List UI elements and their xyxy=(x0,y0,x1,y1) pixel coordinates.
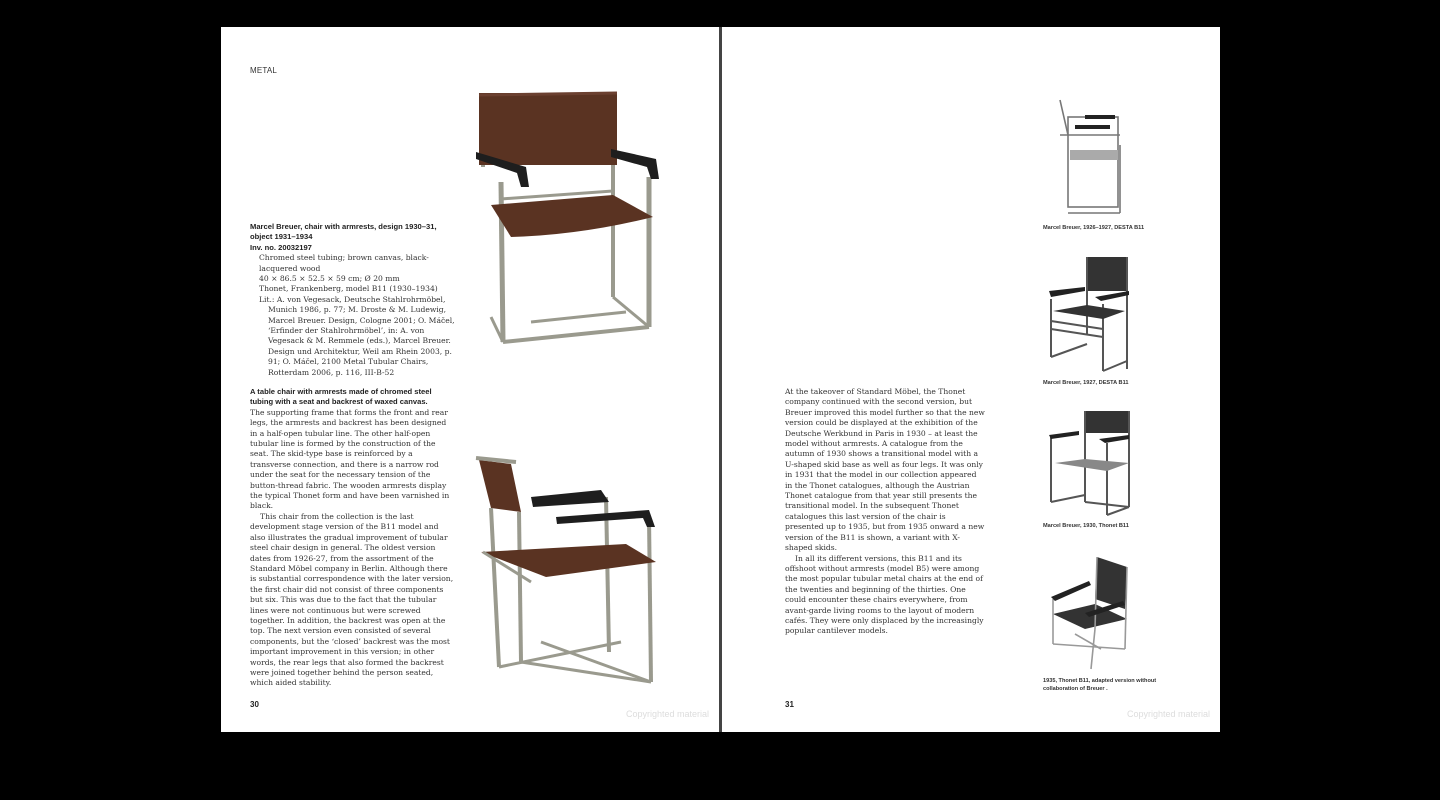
watermark: Copyrighted material xyxy=(626,709,710,719)
caption-manufacturer: Thonet, Frankenberg, model B11 (1930–1934) xyxy=(259,284,438,294)
caption-inventory-number: Inv. no. 20032197 xyxy=(250,242,312,252)
caption-title-line: object 1931–1934 xyxy=(250,232,313,242)
chair-photo-angle xyxy=(471,452,671,702)
figure-caption: 1935, Thonet B11, adapted version without collaboration of Breuer . xyxy=(1043,678,1157,692)
figure-chair-1927 xyxy=(1045,249,1135,377)
chair-photo-front xyxy=(471,87,671,352)
body-paragraph: In all its different versions, this B11 and its offshoot without armrests (model B5) were among the most popular tubular metal chairs at the end of the twenties and beginning of the thirties. One could encounter these chairs everywhere, from avant-garde living rooms to the layout of modern cafés. They were only displaced by the increasingly popular cantilever models. xyxy=(785,553,984,636)
page-number: 30 xyxy=(250,700,259,709)
page-number: 31 xyxy=(785,700,794,709)
body-paragraph: At the takeover of Standard Möbel, the Thonet company continued with the second version, but Breuer improved this model further so that the new version could be displayed at the exhibition of the Deutsche Werkbund in Paris in 1930 – at least the model without armrests. A catalogue from the autumn of 1930 shows a transitional model with a U-shaped skid base as well as four legs. It was only in 1931 that the model in our collection appeared in the Thonet catalogues, although the Austrian Thonet catalogue from that year still presents the transitional model. In the subsequent Thonet catalogues this last version of the chair is presented up to 1935, but from 1935 onward a new version of the B11 is shown, a variant with X-shaped skids. xyxy=(785,387,985,553)
watermark: Copyrighted material xyxy=(1127,709,1211,719)
right-page xyxy=(722,27,1220,732)
figure-chair-1935 xyxy=(1045,549,1140,674)
figure-caption: Marcel Breuer, 1927, DESTA B11 xyxy=(1043,380,1129,386)
left-body-text xyxy=(250,387,455,689)
figure-chair-1930 xyxy=(1045,407,1135,519)
caption-dimensions: 40 × 86.5 × 52.5 × 59 cm; Ø 20 mm xyxy=(259,274,400,284)
left-page xyxy=(221,27,719,732)
figure-chair-1926 xyxy=(1050,95,1130,220)
body-paragraph: The supporting frame that forms the front and rear legs, the armrests and backrest has been designed in a half-open tubular line. The other half-open tubular line is formed by the construction of the seat. The skid-type base is reinforced by a transverse connection, and there is a narrow rod under the seat for the necessary tension of the button-thread fabric. The wooden armrests display the typical Thonet form and have been varnished in black. xyxy=(250,407,450,511)
figure-caption: Marcel Breuer, 1926–1927, DESTA B11 xyxy=(1043,225,1145,231)
caption-title-line: Marcel Breuer, chair with armrests, design 1930–31, xyxy=(250,222,437,231)
body-paragraph: This chair from the collection is the last development stage version of the B11 model and also illustrates the gradual improvement of tubular steel chair design in general. The oldest version dates from 1926-27, from the assortment of the Standard Möbel company in Berlin. Although there is substantial correspondence with the later version, the first chair did not consist of three components but six. This was due to the fact that the tubular lines were not continuous but were screwed together. In addition, the backrest was open at the top. The next version even consisted of several components, but the ‘closed’ backrest was the most important improvement in this version; in other words, the rear legs that also formed the backrest were joined together behind the person seated, which aided stability. xyxy=(250,511,454,688)
caption-literature: Lit.: A. von Vegesack, Deutsche Stahlrohrmöbel, Munich 1986, p. 77; M. Droste & M. Ludewig, Marcel Breuer. Design, Cologne 2001; O. Máčel, ‘Erfinder der Stahlrohrmöbel’, in: A. von Vegesack & M. Remmele (eds.), Marcel Breuer. Design und Architektur, Weil am Rhein 2003, p. 91; O. Máčel, 2100 Metal Tubular Chairs, Rotterdam 2006, p. 116, III-B-52 xyxy=(259,294,455,377)
object-caption xyxy=(250,222,455,378)
caption-material: Chromed steel tubing; brown canvas, black- xyxy=(259,253,429,263)
running-head: METAL xyxy=(250,66,278,75)
body-lead: A table chair with armrests made of chromed steel tubing with a seat and backrest of waxed canvas. xyxy=(250,387,432,407)
right-body-text xyxy=(785,387,985,637)
figure-caption: Marcel Breuer, 1930, Thonet B11 xyxy=(1043,523,1129,529)
caption-material: lacquered wood xyxy=(259,263,321,273)
